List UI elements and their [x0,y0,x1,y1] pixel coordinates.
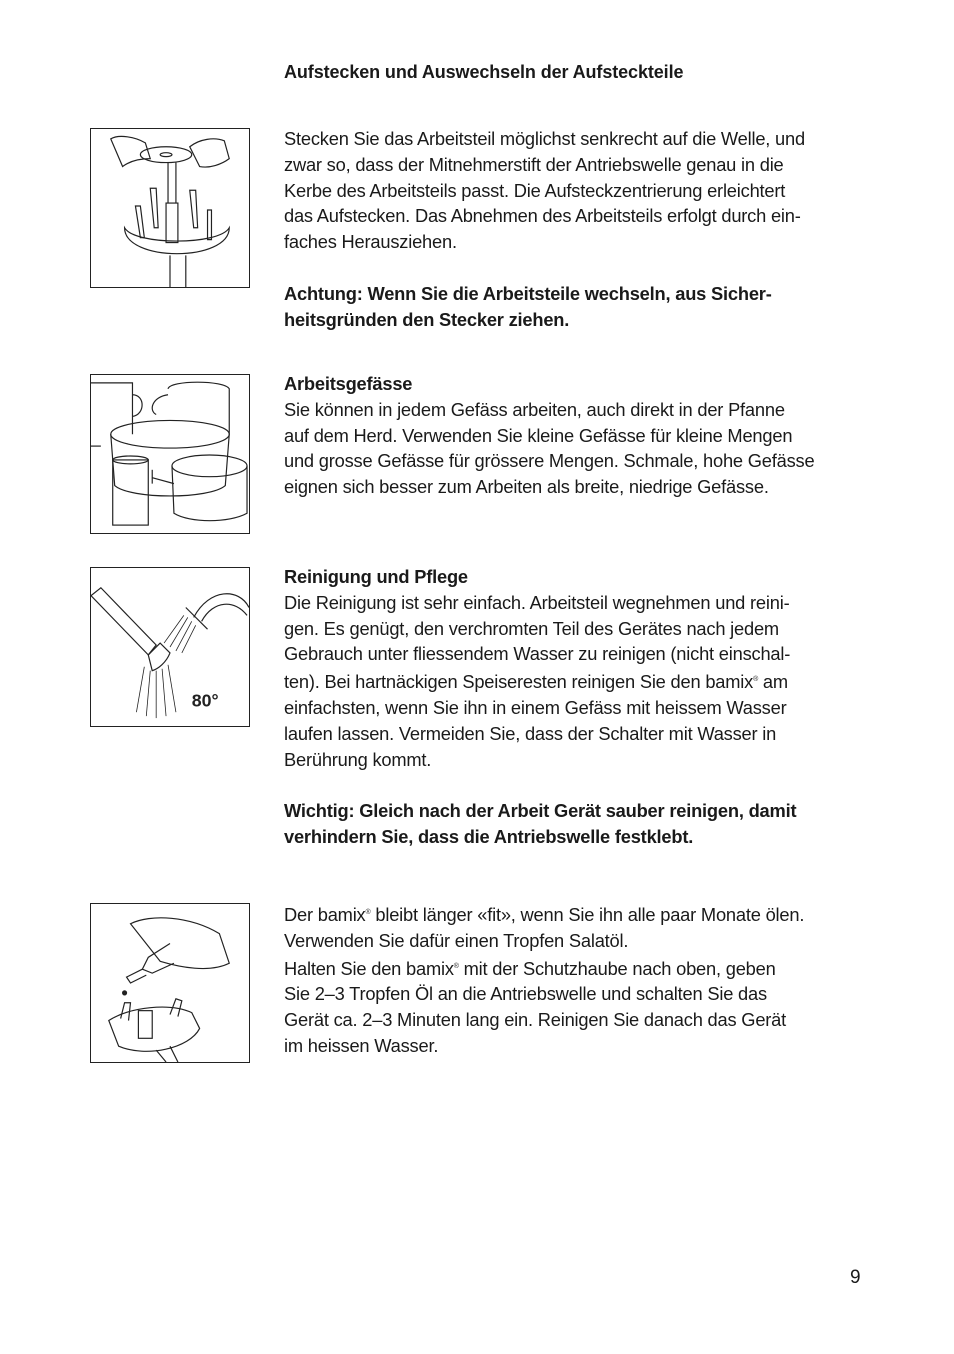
text-line: Sie können in jedem Gefäss arbeiten, auch direkt in der Pfanne [284,398,785,420]
text-line: eignen sich besser zum Arbeiten als breite, niedrige Gefässe. [284,476,769,498]
text-line: Gerät ca. 2–3 Minuten lang ein. Reinigen Sie danach das Gerät [284,1009,787,1031]
important-line: verhindern Sie, dass die Antriebswelle festklebt. [284,825,694,847]
text-line: laufen lassen. Vermeiden Sie, dass der Schalter mit Wasser in [284,722,777,744]
text-fragment: mit der Schutzhaube nach oben, geben [458,957,776,979]
text-line: zwar so, dass der Mitnehmerstift der Antriebswelle genau in die [284,153,784,175]
page-number: 9 [850,1267,861,1288]
section-containers-text [284,371,869,500]
temperature-label: 80° [191,690,219,711]
figure-attach-part [90,128,250,288]
text-line: Berührung kommt. [284,748,432,770]
figure-cleaning [90,567,250,727]
text-line: auf dem Herd. Verwenden Sie kleine Gefässe für kleine Mengen [284,424,793,446]
text-line: einfachsten, wenn Sie ihn in einem Gefäss mit heissem Wasser [284,696,787,718]
section-title: Arbeitsgefässe [284,373,413,394]
section-oiling-text [284,900,869,1059]
text-line: Sie 2–3 Tropfen Öl an die Antriebswelle und schalten Sie das [284,983,767,1005]
text-line [284,954,869,982]
figure-containers [90,374,250,534]
warning-line: Achtung: Wenn Sie die Arbeitsteile wechseln, aus Sicher- [284,282,772,304]
important-line: Wichtig: Gleich nach der Arbeit Gerät sauber reinigen, damit [284,800,797,822]
text-line: faches Herausziehen. [284,231,457,253]
figure-oiling [90,903,250,1063]
registered-mark: ® [453,962,459,970]
text-line: im heissen Wasser. [284,1034,439,1056]
text-line: Stecken Sie das Arbeitsteil möglichst senkrecht auf die Welle, und [284,128,805,149]
warning-line: heitsgründen den Stecker ziehen. [284,308,570,330]
text-line: und grosse Gefässe für grössere Mengen. Schmale, hohe Gefässe [284,450,815,472]
section-attach-text [284,126,869,332]
text-fragment: ten). Bei hartnäckigen Speiseresten reinigen Sie den bamix [284,671,754,693]
text-line: Verwenden Sie dafür einen Tropfen Salatöl. [284,929,629,951]
text-line [284,667,869,695]
text-fragment: Halten Sie den bamix [284,957,454,979]
text-line: Gebrauch unter fliessendem Wasser zu reinigen (nicht einschal- [284,643,791,665]
registered-mark: ® [365,909,371,916]
text-fragment: am [758,671,788,693]
section-heading: Aufstecken und Auswechseln der Aufsteckteile [284,62,684,82]
text-line [284,900,869,928]
section-cleaning-text [284,564,869,850]
section-title: Reinigung und Pflege [284,566,468,587]
text-line: gen. Es genügt, den verchromten Teil des Gerätes nach jedem [284,617,779,639]
text-fragment: Der bamix [284,904,366,925]
text-line: das Aufstecken. Das Abnehmen des Arbeitsteils erfolgt durch ein- [284,205,801,227]
registered-mark: ® [753,676,759,684]
text-fragment: bleibt länger «fit», wenn Sie ihn alle paar Monate ölen. [370,904,805,925]
text-line: Kerbe des Arbeitsteils passt. Die Aufsteckzentrierung erleichtert [284,179,786,201]
text-line: Die Reinigung ist sehr einfach. Arbeitsteil wegnehmen und reini- [284,591,790,613]
